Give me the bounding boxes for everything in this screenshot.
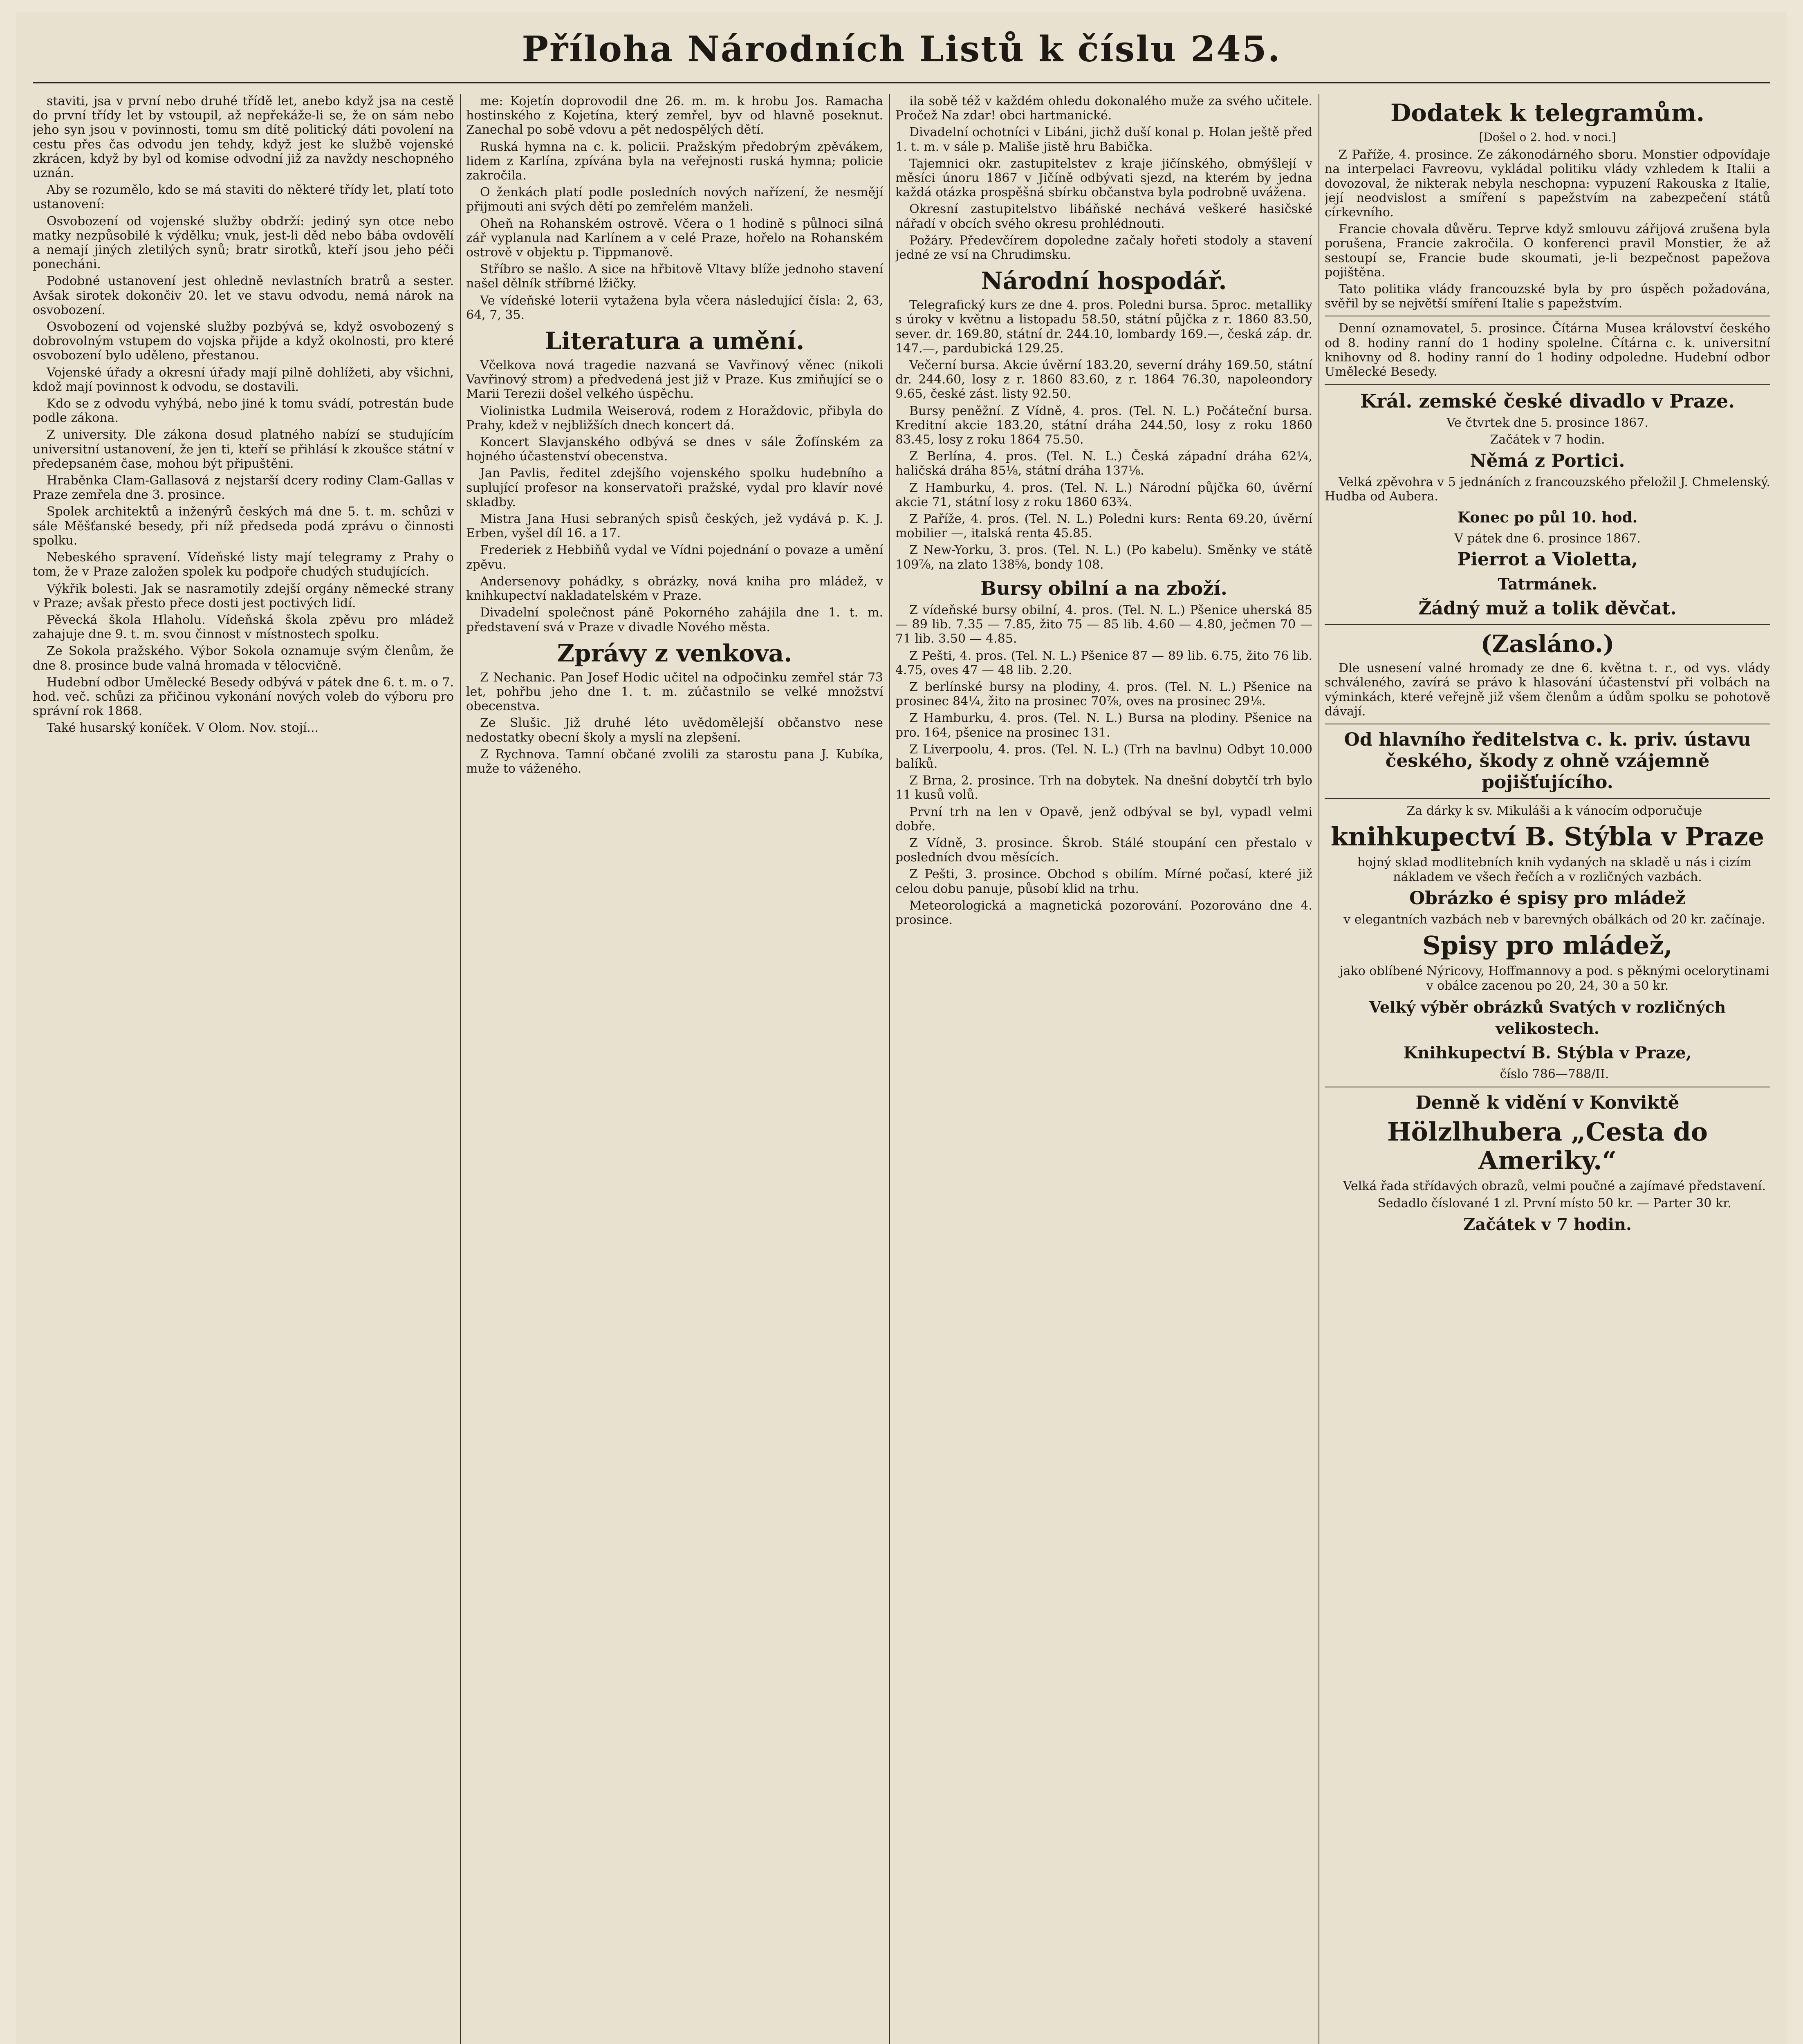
article-paragraph: Z Vídně, 3. prosince. Škrob. Stálé stoupání cen přestalo v posledních dvou měsících.: [895, 836, 1312, 865]
article-paragraph: Divadelní společnost páně Pokorného zahájila dne 1. t. m. představení svá v Praze v divadle Nového města.: [466, 605, 883, 634]
play-title: Tatrmánek.: [1498, 575, 1597, 594]
column-divider: [460, 94, 461, 2044]
article-paragraph: Z Paříže, 4. prosince. Ze zákonodárného sboru. Monstier odpovídaje na interpelaci Favreovu, vykládal politiku vlády vzhledem k Italii a dovozoval, že nikterak nebyla neschopna: vypuzení Rakouska z Italie, její neodvislost a smíření s papežstvím na zabezpečení států církevního.: [1325, 148, 1770, 220]
masthead-rule: [33, 82, 1770, 83]
article-paragraph: Telegrafický kurs ze dne 4. pros. Poledni bursa. 5proc. metalliky s úroky v květnu a listopadu 58.50, státní půjčka z r. 1860 83.50, sever. dr. 169.80, státní dr. 244.10, lombardy 169.—, česká záp. dr. 147.—, pardubická 129.25.: [895, 298, 1312, 356]
article-paragraph: Z Nechanic. Pan Josef Hodic učitel na odpočinku zemřel stár 73 let, pohřbu jeho dne 1. t. m. zúčastnilo se velké množství obecenstva.: [466, 670, 883, 714]
article-paragraph: Kdo se z odvodu vyhýbá, nebo jiné k tomu svádí, potrestán bude podle zákona.: [33, 397, 454, 426]
section-heading-literature: Literatura a umění.: [545, 327, 805, 355]
article-paragraph: Z New-Yorku, 3. pros. (Tel. N. L.) (Po kabelu). Směnky ve státě 109⅞, na zlato 138⅝, bondy 108.: [895, 543, 1312, 572]
article-paragraph: Pěvecká škola Hlaholu. Vídeňská škola zpěvu pro mládež zahajuje dne 9. t. m. svou činnost v místnostech spolku.: [33, 612, 454, 642]
article-paragraph: Z Hamburku, 4. pros. (Tel. N. L.) Bursa na plodiny. Pšenice na pro. 164, pšenice na prosinec 131.: [895, 711, 1312, 740]
telegram-heading: Dodatek k telegramům.: [1390, 99, 1704, 127]
article-paragraph: Z Brna, 2. prosince. Trh na dobytek. Na dnešní dobytčí trh bylo 11 kusů volů.: [895, 773, 1312, 802]
article-paragraph: Oheň na Rohanském ostrově. Včera o 1 hodině s půlnoci silná zář vyplanula nad Karlínem a v celé Praze, hořelo na Rohanském ostrově v objektu p. Tippmanově.: [466, 216, 883, 260]
ad-insurance-title: Od hlavního ředitelstva c. k. priv. ústavu českého, škody z ohně vzájemně pojišťujícího.: [1344, 729, 1751, 793]
divider: [1325, 798, 1770, 799]
ad-youth-books-title: Spisy pro mládež,: [1422, 930, 1673, 961]
ad-bookstore-text: hojný sklad modlitebních knih vydaných na skladě u nás i cizím nákladem ve všech řečích a v rozličných vazbách.: [1357, 855, 1752, 885]
ad-konvikt-title: Denně k vidění v Konviktě: [1415, 1092, 1680, 1114]
ad-konvikt-price: Sedadlo číslované 1 zl. První místo 50 kr. — Parter 30 kr.: [1377, 1196, 1731, 1211]
section-heading-regional-news: Zprávy z venkova.: [557, 639, 792, 667]
article-paragraph: Ve vídeňské loterii vytažena byla včera následující čísla: 2, 63, 64, 7, 35.: [466, 293, 883, 322]
theatre-heading: Král. zemské české divadlo v Praze.: [1360, 390, 1735, 412]
article-paragraph: Andersenovy pohádky, s obrázky, nová kniha pro mládež, v knihkupectví nakladatelském v Praze.: [466, 574, 883, 603]
play-title: Žádný muž a tolik děvčat.: [1418, 598, 1677, 619]
article-paragraph: Ruská hymna na c. k. policii. Pražským předobrým zpěvákem, lidem z Karlína, zpívána byla na veřejnosti ruská hymna; policie zakročila.: [466, 139, 883, 183]
article-paragraph: Večerní bursa. Akcie úvěrní 183.20, severní dráhy 169.50, státní dr. 244.60, losy z r. 1860 83.60, z r. 1864 76.30, napoleondory 9.65, české zást. listy 92.50.: [895, 358, 1312, 401]
article-paragraph: Hudební odbor Umělecké Besedy odbývá v pátek dne 6. t. m. o 7. hod. več. schůzi za přičinou vykonání nových voleb do výboru pro správní rok 1868.: [33, 675, 454, 719]
ad-picture-books-title: Obrázko é spisy pro mládež: [1409, 888, 1686, 909]
article-paragraph: Z Liverpoolu, 4. pros. (Tel. N. L.) (Trh na bavlnu) Odbyt 10.000 balíků.: [895, 742, 1312, 771]
zaslano-text: Dle usnesení valné hromady ze dne 6. května t. r., od vys. vlády schváleného, zavírá se právo k hlasování účastenství při volbách na výminkách, které veřejně již všem členům a údům spolku se pohotově dávají.: [1325, 661, 1770, 719]
article-paragraph: Nebeského spravení. Vídeňské listy mají telegramy z Prahy o tom, že v Praze založen spolek ku podpoře chudých studujících.: [33, 550, 454, 579]
article-paragraph: Jan Pavlis, ředitel zdejšího vojenského spolku hudebního a suplující profesor na konservatoři pražské, vydal pro klavír nové skladby.: [466, 466, 883, 509]
article-paragraph: Divadelní ochotníci v Libáni, jichž duší konal p. Holan ještě před 1. t. m. v sále p. Mališe jistě hru Babička.: [895, 125, 1312, 154]
article-paragraph: Hraběnka Clam-Gallasová z nejstarší dcery rodiny Clam-Gallas v Praze zemřela dne 3. prosince.: [33, 473, 454, 502]
ad-konvikt-show-name: Hölzlhubera „Cesta do Ameriky.“: [1387, 1117, 1708, 1176]
article-paragraph: Z Paříže, 4. pros. (Tel. N. L.) Poledni kurs: Renta 69.20, úvěrní mobilier —, italská renta 45.85.: [895, 512, 1312, 541]
theatre-date: Ve čtvrtek dne 5. prosince 1867.: [1446, 416, 1648, 430]
ad-youth-books-text: jako oblíbené Nýricovy, Hoffmannovy a pod. s pěknými ocelorytinami v obálce zacenou po 20, 24, 30 a 50 kr.: [1339, 964, 1769, 993]
section-heading-grain-markets: Bursy obilní a na zboží.: [980, 577, 1227, 599]
play-end-time: Konec po půl 10. hod.: [1457, 509, 1638, 527]
article-paragraph: Z university. Dle zákona dosud platného nabízí se studujícím universitní ustanovení, že jen ti, kteří se přihlásí k zkoušce státní v předepsaném čase, mohou být připuštěni.: [33, 428, 454, 471]
article-paragraph: Frederiek z Hebbiňů vydal ve Vídni pojednání o povaze a umění zpěvu.: [466, 543, 883, 572]
article-paragraph: Z Pešti, 4. pros. (Tel. N. L.) Pšenice 87 — 89 lib. 6.75, žito 76 lib. 4.75, oves 47 — 48 lib. 2.20.: [895, 648, 1312, 677]
article-paragraph: Osvobození od vojenské služby obdrží: jediný syn otce nebo matky nezpůsobilé k výdělku; vnuk, jest-li děd nebo bába ovdovělí a nemají jiných zletilých synů; bratr sirotků, kteří jsou jeho péči ponecháni.: [33, 214, 454, 272]
page-masthead: Příloha Národních Listů k číslu 245.: [522, 29, 1281, 70]
column-3: [895, 94, 1312, 2044]
play-title: Pierrot a Violetta,: [1457, 549, 1638, 570]
ad-bookstore-signature: Knihkupectví B. Stýbla v Praze,: [1403, 1043, 1692, 1063]
column-1: [33, 94, 454, 2044]
article-paragraph: První trh na len v Opavě, jenž odbýval se byl, vypadl velmi dobře.: [895, 805, 1312, 834]
article-paragraph: Okresní zastupitelstvo libáňské nechává veškeré hasičské nářadí v obcích svého okresu prohlédnouti.: [895, 202, 1312, 231]
article-paragraph: Osvobození od vojenské služby pozbývá se, když osvobozený s dobrovolným vstupem do vojska přijde a když okolnosti, pro které osvobození bylo uděleno, přestanou.: [33, 320, 454, 363]
article-paragraph: Tajemnici okr. zastupitelstev z kraje jičínského, obmýšlejí v měsíci únoru 1867 v Jičíně odbývati sjezd, na kterém by jedna každá otázka prospěšná sbírku občanstva byla podrobně uvážena.: [895, 156, 1312, 200]
ad-picture-books-text: v elegantních vazbách neb v barevných obálkách od 20 kr. začínaje.: [1343, 912, 1765, 927]
divider: [1325, 624, 1770, 625]
column-divider: [889, 94, 890, 2044]
article-paragraph: Z Rychnova. Tamní občané zvolili za starostu pana J. Kubíka, muže to váženého.: [466, 747, 883, 776]
theatre-date: V pátek dne 6. prosince 1867.: [1454, 531, 1641, 546]
article-paragraph: Aby se rozumělo, kdo se má staviti do některé třídy let, platí toto ustanovení:: [33, 183, 454, 212]
article-paragraph: Meteorologická a magnetická pozorování. Pozorováno dne 4. prosince.: [895, 898, 1312, 927]
section-heading-economy: Národní hospodář.: [981, 267, 1227, 295]
article-paragraph: Včelkova nová tragedie nazvaná se Vavřinový věnec (nikoli Vavřinový strom) a předvedená jest již v Praze. Kus zmiňující se o Marii Terezii došel velkého úspěchu.: [466, 358, 883, 401]
article-paragraph: Koncert Slavjanského odbývá se dnes v sále Žofínském za hojného účastenství obecenstva.: [466, 435, 883, 464]
ad-konvikt-start: Začátek v 7 hodin.: [1463, 1215, 1632, 1235]
ad-bookstore-title: knihkupectví B. Stýbla v Praze: [1330, 822, 1765, 852]
column-2: [466, 94, 883, 2044]
article-paragraph: Tato politika vlády francouzské byla by pro úspěch požadována, svěřil by se největší smíření Italie s papežstvím.: [1325, 282, 1770, 311]
article-paragraph: Bursy peněžní. Z Vídně, 4. pros. (Tel. N. L.) Počáteční bursa. Kreditní akcie 183.20, státní dráha 244.50, losy z roku 1860 83.45, losy z roku 1864 75.50.: [895, 403, 1312, 447]
article-paragraph: Spolek architektů a inženýrů českých má dne 5. t. m. schůzi v sále Měšťanské besedy, při níž předseda podá zprávu o činnosti spolku.: [33, 504, 454, 548]
ad-konvikt-text: Velká řada střídavých obrazů, velmi poučné a zajímavé představení.: [1343, 1179, 1766, 1194]
telegram-subheading: [Došel o 2. hod. v noci.]: [1479, 130, 1616, 144]
article-paragraph: ila sobě též v každém ohledu dokonalého muže za svého učitele. Pročež Na zdar! obci hartmanické.: [895, 94, 1312, 123]
newspaper-page: [16, 12, 1787, 2044]
article-paragraph: Výkřik bolesti. Jak se nasramotily zdejší orgány německé strany v Praze; avšak přesto přece dosti jest poctivých lidí.: [33, 581, 454, 610]
article-paragraph: staviti, jsa v první nebo druhé třídě let, anebo když jsa na cestě do první třídy let by vstoupil, až nepřekáže-li se, že on sám nebo jeho syn jsou v povinnosti, tomu sm dítě politický dáti povolení na cestu přes čas odvodu jen tehdy, když jest ke službě vojenské zkrácen, když by byl od komise odvodní již za navždy neschopného uznán.: [33, 94, 454, 181]
article-paragraph: Ze Slušic. Již druhé léto uvědomělejší občanstvo nese nedostatky obecní školy a myslí na zlepšení.: [466, 716, 883, 745]
daily-notice: Denní oznamovatel, 5. prosince. Čítárna Musea království českého od 8. hodiny ranní do 1 hodiny spolelne. Čítárna c. k. universitní knihovny od 8. hodiny ranní do 1 hodiny odpoledne. Hudební odbor Umělecké Besedy.: [1325, 321, 1770, 379]
article-paragraph: O ženkách platí podle posledních nových nařízení, že nesmějí přijmouti ani svých dětí po zemřelém manželi.: [466, 185, 883, 214]
ad-gifts-line: Za dárky k sv. Mikuláši a k vánocím odporučuje: [1406, 804, 1702, 818]
article-paragraph: Z vídeňské bursy obilní, 4. pros. (Tel. N. L.) Pšenice uherská 85 — 89 lib. 7.35 — 7.85, žito 75 — 85 lib. 4.60 — 4.80, ječmen 70 — 71 lib. 3.50 — 4.85.: [895, 603, 1312, 646]
article-paragraph: Z berlínské bursy na plodiny, 4. pros. (Tel. N. L.) Pšenice na prosinec 84¼, žito na prosinec 70⅞, oves na prosinec 29⅛.: [895, 679, 1312, 709]
article-paragraph: Z Pešti, 3. prosince. Obchod s obilím. Mírné počasí, které již celou dobu panuje, působí klid na trhu.: [895, 867, 1312, 896]
article-paragraph: Podobné ustanovení jest ohledně nevlastních bratrů a sester. Avšak sirotek dokončiv 20. let ve stavu odvodu, nemá nárok na osvobození.: [33, 274, 454, 317]
play-description: Velká zpěvohra v 5 jednáních z francouzského přeložil J. Chmelenský. Hudba od Aubera.: [1325, 475, 1770, 504]
article-paragraph: Z Hamburku, 4. pros. (Tel. N. L.) Národní půjčka 60, úvěrní akcie 71, státní losy z roku 1860 63¾.: [895, 480, 1312, 509]
theatre-time: Začátek v 7 hodin.: [1490, 433, 1605, 447]
zaslano-heading: (Zasláno.): [1480, 630, 1615, 658]
article-paragraph: Z Berlína, 4. pros. (Tel. N. L.) Česká západní dráha 62¼, haličská dráha 85⅛, státní dráha 137⅛.: [895, 449, 1312, 478]
article-paragraph: Ze Sokola pražského. Výbor Sokola oznamuje svým členům, že dne 8. prosince bude valná hromada v tělocvičně.: [33, 644, 454, 673]
article-paragraph: Požáry. Předevčírem dopoledne začaly hořeti stodoly a stavení jedné ze vsí na Chrudimsku.: [895, 233, 1312, 262]
article-paragraph: Také husarský koníček. V Olom. Nov. stojí...: [47, 721, 319, 735]
column-4: [1325, 94, 1770, 2044]
article-paragraph: Stříbro se našlo. A sice na hřbitově Vltavy blíže jednoho stavení našel dělník stříbrné lžičky.: [466, 262, 883, 291]
ad-bookstore-address: číslo 786—788/II.: [1500, 1067, 1609, 1082]
article-paragraph: me: Kojetín doprovodil dne 26. m. m. k hrobu Jos. Ramacha hostinského z Kojetína, který zemřel, byv od hlavně poseknut. Zanechal po sobě vdovu a pět nedospělých dětí.: [466, 94, 883, 137]
article-paragraph: Violinistka Ludmila Weiserová, rodem z Horaždovic, přibyla do Prahy, kdež v nejbližších dnech koncert dá.: [466, 403, 883, 433]
play-title: Němá z Portici.: [1470, 450, 1625, 471]
article-paragraph: Vojenské úřady a okresní úřady mají pilně dohlížeti, aby všichni, kdož mají povinnost k odvodu, se dostavili.: [33, 365, 454, 394]
divider: [1325, 384, 1770, 385]
article-paragraph: Francie chovala důvěru. Teprve když smlouvu zářijová zrušena byla porušena, Francie zakročila. O konferenci pravil Monstier, že až sestoupí se, Francie bude skoumati, je-li bezpečnost papežova pojištěna.: [1325, 222, 1770, 280]
ad-saints-pictures-title: Velký výběr obrázků Svatých v rozličných velikostech.: [1369, 998, 1726, 1038]
article-paragraph: Mistra Jana Husi sebraných spisů českých, jež vydává p. K. J. Erben, vyšel díl 16. a 17.: [466, 512, 883, 541]
